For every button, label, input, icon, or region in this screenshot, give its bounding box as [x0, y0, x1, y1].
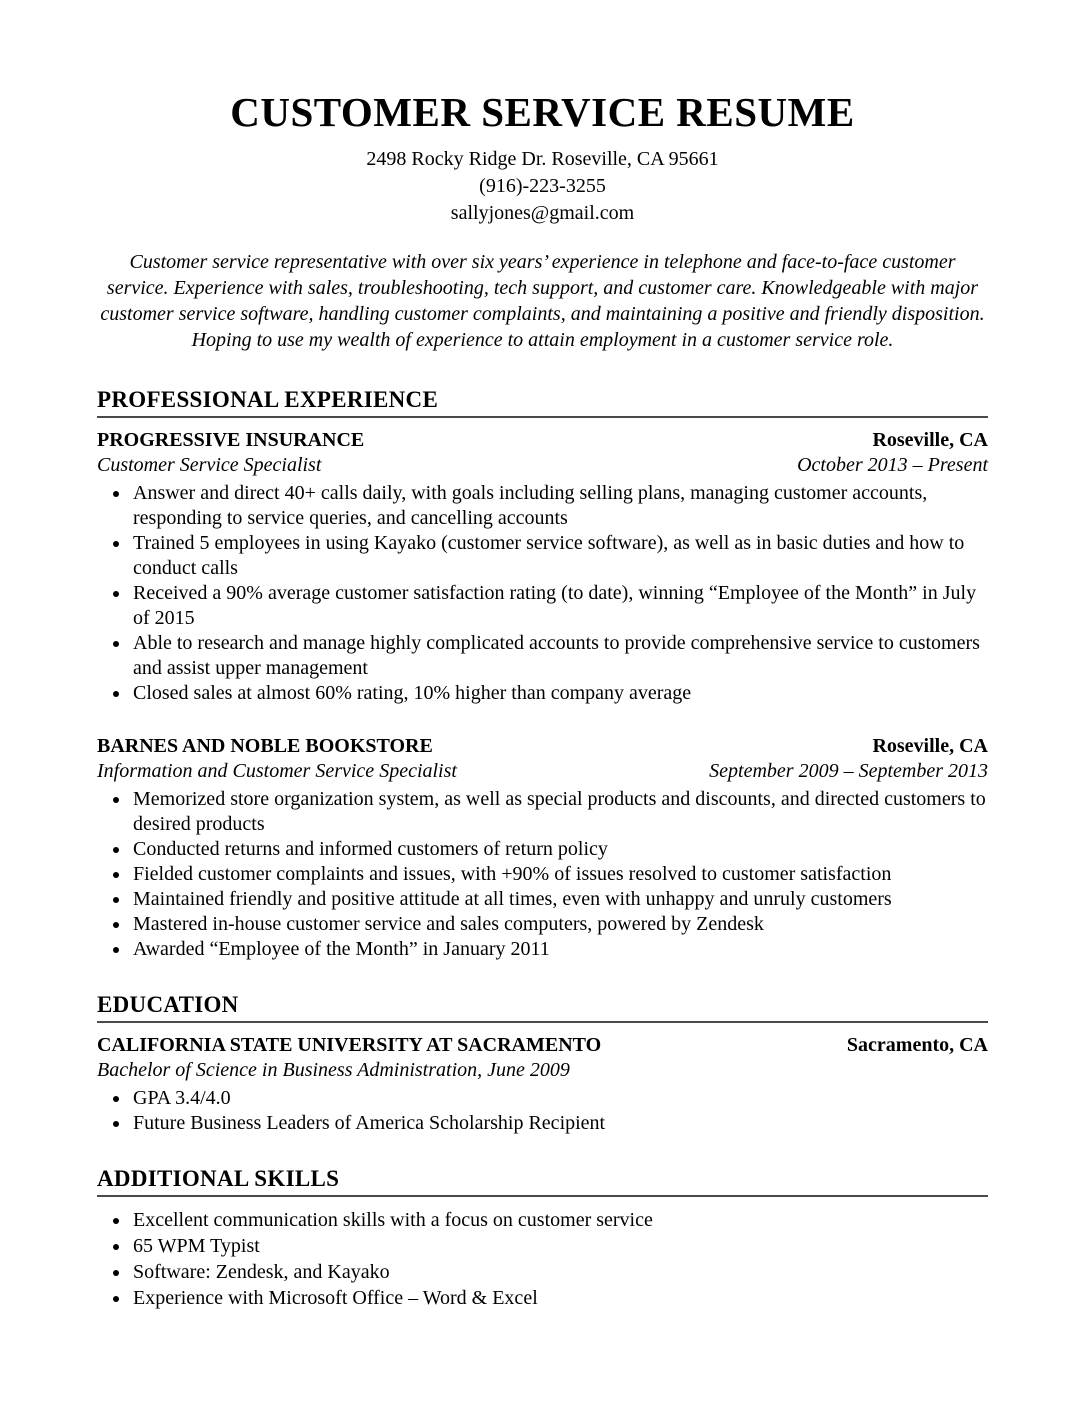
bullet-item: • Answer and direct 40+ calls daily, with goals including selling plans, managing customer accounts, responding to service queries, and cancelling accounts	[131, 481, 988, 531]
resume-header	[97, 88, 988, 227]
job-subheader-row	[97, 759, 988, 784]
job-header-row	[97, 734, 988, 759]
education-header-row	[97, 1033, 988, 1058]
bullet-item: • 65 WPM Typist	[131, 1233, 988, 1259]
job-title: Information and Customer Service Specialist	[97, 760, 457, 782]
bullet-item: • Awarded “Employee of the Month” in January 2011	[131, 937, 988, 962]
page-title: CUSTOMER SERVICE RESUME	[230, 89, 855, 135]
degree-name: Bachelor of Science in Business Administration, June 2009	[97, 1059, 570, 1081]
company-location: Roseville, CA	[872, 735, 988, 757]
section-heading-education: EDUCATION	[97, 992, 988, 1023]
job-dates: September 2009 – September 2013	[709, 760, 988, 782]
company-location: Roseville, CA	[872, 429, 988, 451]
bullet-item: • Mastered in-house customer service and sales computers, powered by Zendesk	[131, 912, 988, 937]
school-location: Sacramento, CA	[846, 1034, 988, 1056]
bullet-item: • Closed sales at almost 60% rating, 10% higher than company average	[131, 681, 988, 706]
bullet-item: • Received a 90% average customer satisfaction rating (to date), winning “Employee of the Month” in July of 2015	[131, 581, 988, 631]
section-heading-experience: PROFESSIONAL EXPERIENCE	[97, 387, 988, 418]
education-subheader-row	[97, 1058, 988, 1083]
job-bullet-list	[97, 481, 988, 706]
bullet-item: • GPA 3.4/4.0	[131, 1086, 988, 1111]
company-name: PROGRESSIVE INSURANCE	[97, 429, 365, 451]
contact-address: 2498 Rocky Ridge Dr. Roseville, CA 95661	[366, 148, 719, 170]
skills-bullet-list	[97, 1207, 988, 1311]
job-title: Customer Service Specialist	[97, 454, 322, 476]
job-entry-progressive	[97, 428, 988, 706]
job-dates: October 2013 – Present	[797, 454, 988, 476]
section-professional-experience	[97, 387, 988, 962]
education-entry	[97, 1033, 988, 1136]
contact-phone: (916)-223-3255	[479, 175, 606, 197]
bullet-item: • Memorized store organization system, as well as special products and discounts, and directed customers to desired products	[131, 787, 988, 837]
job-entry-barnes-noble	[97, 734, 988, 962]
summary-paragraph: Customer service representative with over six years’ experience in telephone and face-to-face customer service. Experience with sales, troubleshooting, tech support, and customer care. Knowledgeable with major customer service software, handling customer complaints, and maintaining a positive and friendly disposition. Hoping to use my wealth of experience to attain employment in a customer service role.	[100, 251, 985, 351]
section-additional-skills	[97, 1166, 988, 1311]
bullet-item: • Trained 5 employees in using Kayako (customer service software), as well as in basic duties and how to conduct calls	[131, 531, 988, 581]
bullet-item: • Conducted returns and informed customers of return policy	[131, 837, 988, 862]
bullet-item: • Experience with Microsoft Office – Word & Excel	[131, 1285, 988, 1311]
bullet-item: • Maintained friendly and positive attitude at all times, even with unhappy and unruly customers	[131, 887, 988, 912]
job-bullet-list	[97, 787, 988, 962]
bullet-item: • Excellent communication skills with a focus on customer service	[131, 1207, 988, 1233]
section-heading-skills: ADDITIONAL SKILLS	[97, 1166, 988, 1197]
company-name: BARNES AND NOBLE BOOKSTORE	[97, 735, 433, 757]
bullet-item: • Software: Zendesk, and Kayako	[131, 1259, 988, 1285]
school-name: CALIFORNIA STATE UNIVERSITY AT SACRAMENTO	[97, 1034, 602, 1056]
bullet-item: • Fielded customer complaints and issues, with +90% of issues resolved to customer satisfaction	[131, 862, 988, 887]
bullet-item: • Able to research and manage highly complicated accounts to provide comprehensive service to customers and assist upper management	[131, 631, 988, 681]
section-education	[97, 992, 988, 1136]
bullet-item: • Future Business Leaders of America Scholarship Recipient	[131, 1111, 988, 1136]
job-subheader-row	[97, 453, 988, 478]
job-header-row	[97, 428, 988, 453]
education-bullet-list	[97, 1086, 988, 1136]
contact-email: sallyjones@gmail.com	[450, 202, 635, 224]
